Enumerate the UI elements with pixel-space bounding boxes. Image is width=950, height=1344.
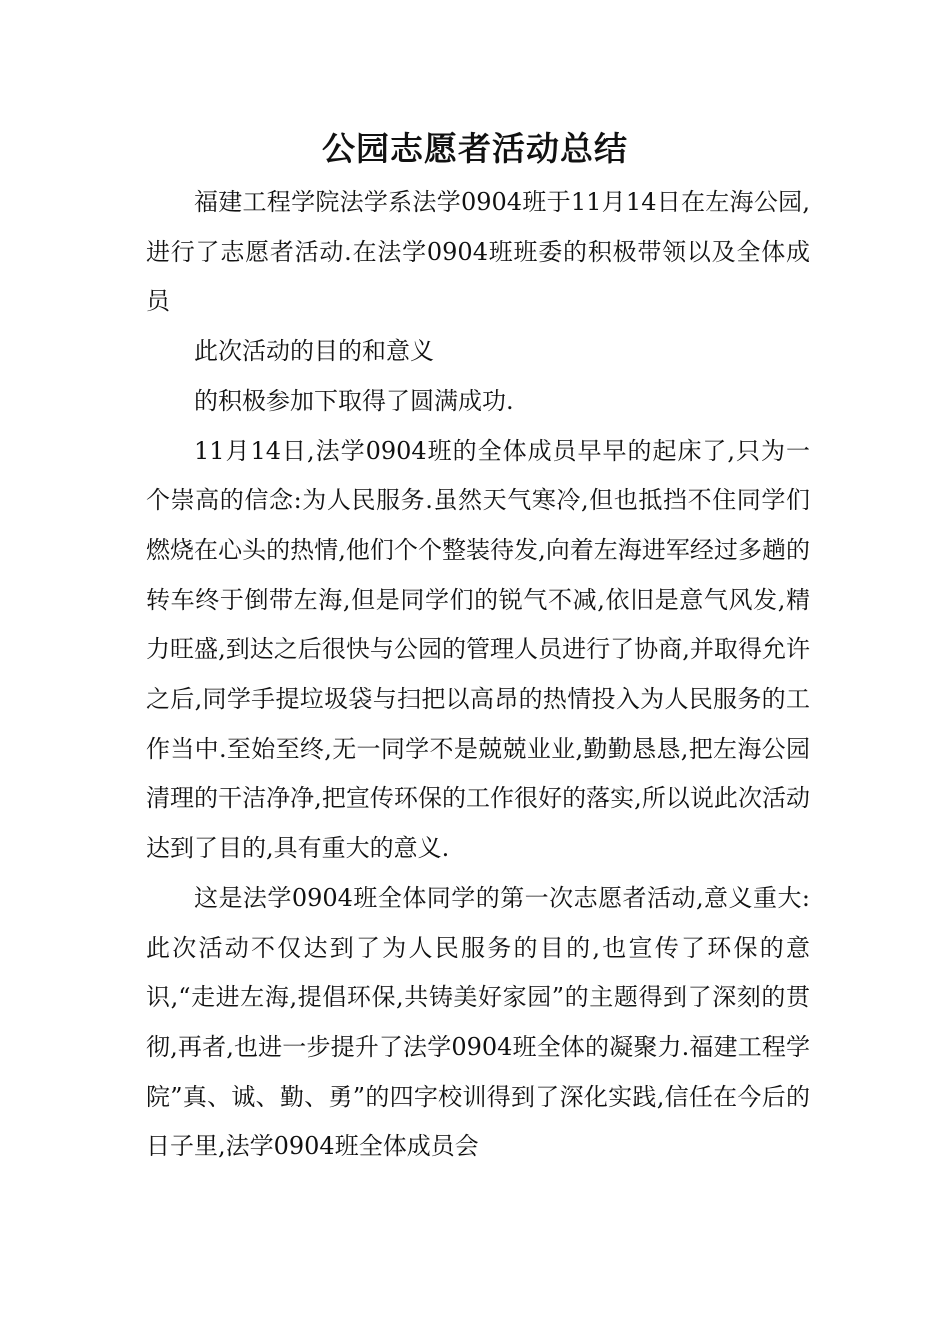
document-title: 公园志愿者活动总结 — [322, 129, 628, 168]
paragraph: 此次活动的目的和意义 — [194, 337, 434, 366]
paragraph: 11月14日,法学0904班的全体成员早早的起床了,只为一个崇高的信念:为人民服务.虽然天气寒冷,但也抵挡不住同学们燃烧在心头的热情,他们个个整装待发,向着左海进军经过多趟的转车终于倒带左海,但是同学们的锐气不减,依旧是意气风发,精力旺盛,到达之后很快与公园的管理人员进行了协商,并取得允许之后,同学手提垃圾袋与扫把以高昂的热情投入为人民服务的工作当中.至始至终,无一同学不是兢兢业业,勤勤恳恳,把左海公园清理的干洁净净,把宣传环保的工作很好的落实,所以说此次活动达到了目的,具有重大的意义. — [146, 436, 810, 863]
paragraph: 这是法学0904班全体同学的第一次志愿者活动,意义重大:此次活动不仅达到了为人民服务的目的,也宣传了环保的意识,“走进左海,提倡环保,共铸美好家园”的主题得到了深刻的贯彻,再者,也进一步提升了法学0904班全体的凝聚力.福建工程学院”真、诚、勤、勇”的四字校训得到了深化实践,信任在今后的日子里,法学0904班全体成员会 — [146, 883, 810, 1161]
document-body — [146, 178, 810, 1172]
paragraph: 福建工程学院法学系法学0904班于11月14日在左海公园,进行了志愿者活动.在法学0904班班委的积极带领以及全体成员 — [146, 188, 810, 316]
paragraph: 的积极参加下取得了圆满成功. — [194, 386, 514, 415]
